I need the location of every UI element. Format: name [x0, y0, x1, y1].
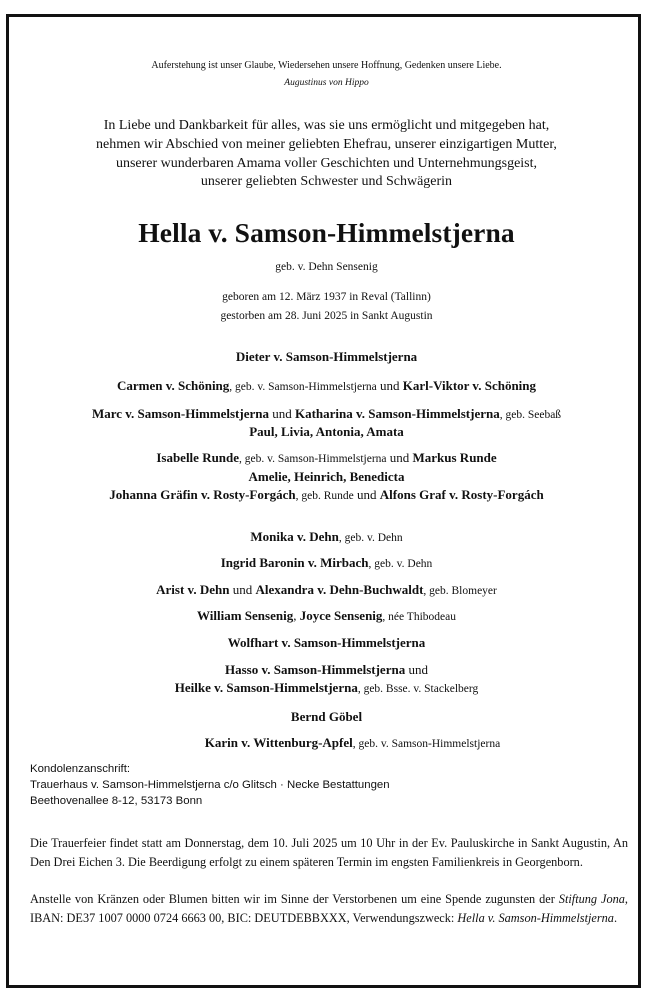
mourner-line	[0, 378, 653, 394]
mourner-line	[0, 608, 653, 624]
motto-author: Augustinus von Hippo	[284, 78, 369, 88]
separator: ,	[293, 608, 300, 623]
mourner-name: Alexandra v. Dehn-Buchwaldt	[255, 582, 424, 597]
mourner-note: , geb. v. Dehn	[368, 558, 433, 570]
mourner-note: , geb. Blomeyer	[423, 585, 497, 597]
mourner-name: Marc v. Samson-Himmelstjerna	[91, 406, 269, 421]
mourner-name: Karl-Viktor v. Schöning	[402, 378, 537, 393]
conjunction: und	[353, 487, 380, 502]
foundation-name: Stiftung Jona	[558, 892, 625, 906]
donation-purpose: Hella v. Samson-Himmelstjerna	[457, 910, 614, 925]
mourner-line	[0, 680, 653, 696]
mourner-name: William Sensenig	[197, 608, 294, 623]
mourner-line	[0, 582, 653, 598]
mourner-line	[0, 555, 653, 571]
deceased-name: Hella v. Samson-Himmelstjerna	[138, 217, 515, 248]
donation-end: .	[613, 910, 618, 925]
intro-line: unserer wunderbaren Amama voller Geschichten und Unternehmungsgeist,	[115, 156, 538, 171]
intro-line: unserer geliebten Schwester und Schwägerin	[200, 174, 453, 189]
mourner-note: , geb. v. Samson-Himmelstjerna	[229, 381, 377, 393]
mourner-name: Alfons Graf v. Rosty-Forgách	[379, 487, 544, 502]
mourner-name: Bernd Göbel	[290, 709, 363, 724]
mourner-note: , geb. v. Samson-Himmelstjerna	[239, 453, 387, 465]
donation-info	[30, 890, 628, 927]
mourner-line	[0, 487, 653, 503]
mourner-name: Markus Runde	[412, 450, 497, 465]
mourner-line	[0, 662, 653, 678]
conjunction: und	[229, 582, 256, 597]
donation-bank: , IBAN: DE37 1007 0000 0724 6663 00, BIC: DEUTDEBBXXX, Verwendungszweck:	[30, 892, 628, 925]
mourner-line	[0, 424, 653, 440]
grandchildren-names: Amelie, Heinrich, Benedicta	[248, 469, 405, 484]
mourner-line	[0, 349, 653, 365]
mourner-name: Johanna Gräfin v. Rosty-Forgách	[109, 487, 296, 502]
mourner-note: , geb. Seebaß	[499, 409, 562, 421]
funeral-info: Die Trauerfeier findet statt am Donnerstag, dem 10. Juli 2025 um 10 Uhr in der Ev. Pauluskirche in Sankt Augustin, An Den Drei Eichen 3. Die Beerdigung erfolgt zu einem späteren Termin im engsten Familienkreis in Georgenborn.	[30, 836, 628, 869]
condolence-street: Beethovenallee 8-12, 53173 Bonn	[30, 795, 203, 807]
conjunction: und	[386, 450, 413, 465]
mourner-note: , née Thibodeau	[382, 611, 456, 623]
birth-date: geboren am 12. März 1937 in Reval (Tallinn)	[222, 291, 431, 303]
mourner-note: , geb. Runde	[295, 490, 354, 502]
mourner-line	[26, 735, 653, 751]
mourner-name: Arist v. Dehn	[156, 582, 230, 597]
conjunction: und	[405, 662, 428, 677]
mourner-name: Hasso v. Samson-Himmelstjerna	[225, 662, 406, 677]
intro-line: nehmen wir Abschied von meiner geliebten Ehefrau, unserer einzigartigen Mutter,	[96, 137, 557, 152]
mourner-name: Carmen v. Schöning	[116, 378, 230, 393]
death-date: gestorben am 28. Juni 2025 in Sankt Augustin	[220, 310, 433, 322]
mourner-name: Ingrid Baronin v. Mirbach	[220, 555, 369, 570]
mourner-name: Heilke v. Samson-Himmelstjerna	[174, 680, 358, 695]
donation-text: Anstelle von Kränzen oder Blumen bitten wir im Sinne der Verstorbenen um eine Spende zugunsten der	[30, 892, 559, 906]
mourner-line	[0, 635, 653, 651]
mourner-name: Joyce Sensenig	[299, 608, 383, 623]
mourner-line	[0, 709, 653, 725]
conjunction: und	[376, 378, 403, 393]
condolence-address: Trauerhaus v. Samson-Himmelstjerna c/o Glitsch · Necke Bestattungen	[30, 779, 390, 791]
intro-line: In Liebe und Dankbarkeit für alles, was sie uns ermöglicht und mitgegeben hat,	[103, 118, 550, 133]
mourner-name: Dieter v. Samson-Himmelstjerna	[235, 349, 418, 364]
mourner-name: Wolfhart v. Samson-Himmelstjerna	[227, 635, 426, 650]
mourner-line	[0, 450, 653, 466]
mourner-note: , geb. v. Dehn	[338, 532, 403, 544]
mourner-line	[0, 469, 653, 485]
birth-name: geb. v. Dehn Sensenig	[275, 261, 378, 273]
motto-quote: Auferstehung ist unser Glaube, Wiedersehen unsere Hoffnung, Gedenken unsere Liebe.	[151, 60, 502, 71]
mourner-note: , geb. Bsse. v. Stackelberg	[357, 683, 479, 695]
mourner-line	[0, 406, 653, 422]
mourner-name: Katharina v. Samson-Himmelstjerna	[294, 406, 500, 421]
mourner-note: , geb. v. Samson-Himmelstjerna	[352, 738, 501, 750]
mourner-name: Karin v. Wittenburg-Apfel	[204, 735, 353, 750]
mourner-line	[0, 529, 653, 545]
mourner-name: Isabelle Runde	[156, 450, 240, 465]
grandchildren-names: Paul, Livia, Antonia, Amata	[249, 424, 404, 439]
conjunction: und	[268, 406, 295, 421]
condolence-label: Kondolenzanschrift:	[30, 763, 131, 775]
mourner-name: Monika v. Dehn	[250, 529, 339, 544]
